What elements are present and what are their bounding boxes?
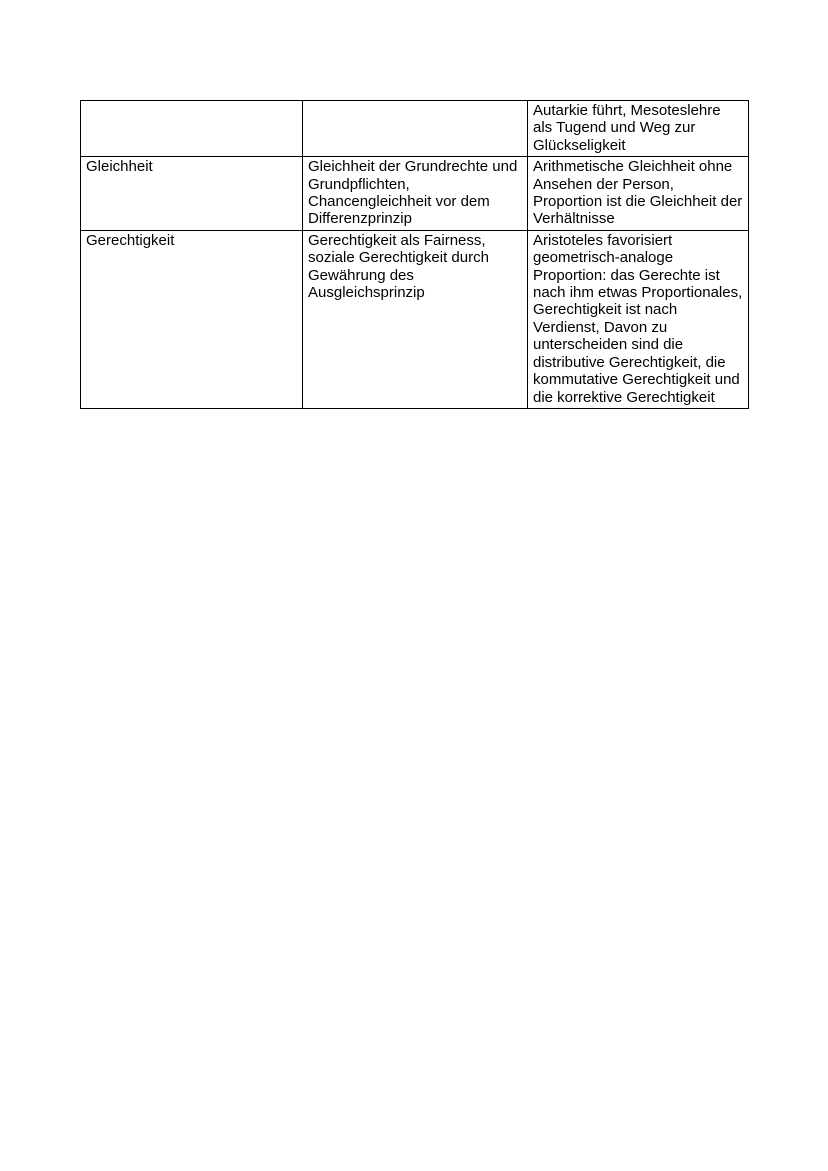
comparison-table <box>80 100 749 409</box>
table-cell-definition: Gleichheit der Grundrechte und Grundpflichten, Chancengleichheit vor dem Differenzprinzip <box>303 157 528 231</box>
table-cell-aristotle: Aristoteles favorisiert geometrisch-analoge Proportion: das Gerechte ist nach ihm etwas Proportionales, Gerechtigkeit ist nach Verdienst, Davon zu unterscheiden sind die distributive Gerechtigkeit, die kommutative Gerechtigkeit und die korrektive Gerechtigkeit <box>528 230 749 408</box>
table-row <box>81 157 749 231</box>
table-cell-concept: Gleichheit <box>81 157 303 231</box>
table-cell-definition: Gerechtigkeit als Fairness, soziale Gerechtigkeit durch Gewährung des Ausgleichsprinzip <box>303 230 528 408</box>
table-cell-aristotle: Arithmetische Gleichheit ohne Ansehen der Person, Proportion ist die Gleichheit der Verhältnisse <box>528 157 749 231</box>
table-row <box>81 230 749 408</box>
table-cell-concept <box>81 101 303 157</box>
table-cell-definition <box>303 101 528 157</box>
table-row <box>81 101 749 157</box>
table-cell-aristotle: Autarkie führt, Mesoteslehre als Tugend und Weg zur Glückseligkeit <box>528 101 749 157</box>
table-cell-concept: Gerechtigkeit <box>81 230 303 408</box>
